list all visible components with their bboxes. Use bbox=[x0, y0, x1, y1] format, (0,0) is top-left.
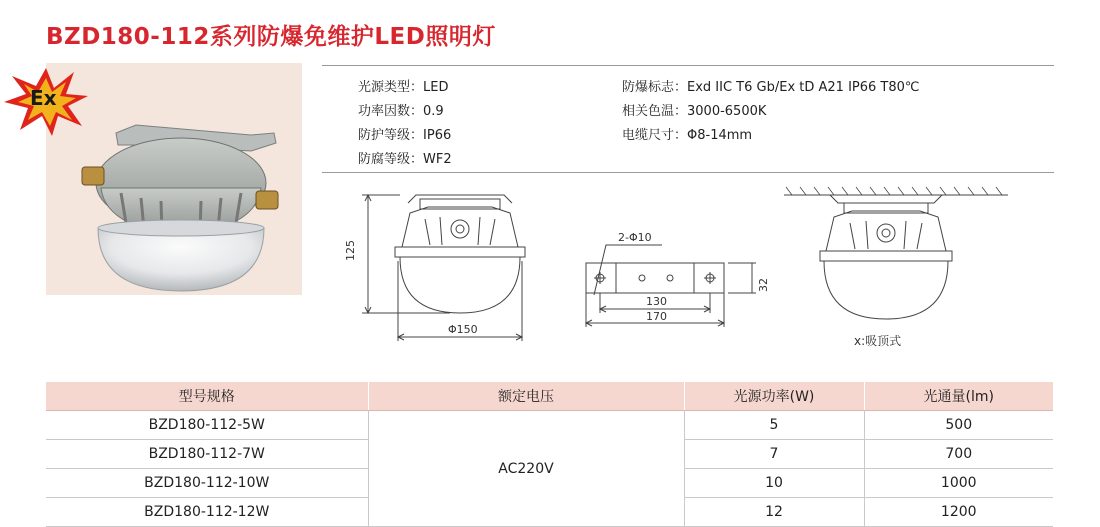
header-flux: 光通量(lm) bbox=[864, 382, 1053, 411]
cell-model: BZD180-112-7W bbox=[46, 440, 368, 469]
cell-voltage: AC220V bbox=[368, 411, 684, 527]
header-power: 光源功率(W) bbox=[684, 382, 864, 411]
bracket-height-label: 32 bbox=[757, 278, 770, 292]
spec-value: Φ8-14mm bbox=[687, 128, 753, 143]
hole-spacing-label: 130 bbox=[646, 295, 667, 308]
ceiling-caption: x:吸顶式 bbox=[854, 334, 902, 348]
spec-label: 防护等级： bbox=[358, 128, 424, 143]
spec-top-rule bbox=[322, 65, 1054, 66]
product-table bbox=[46, 382, 1053, 527]
spec-value: 3000-6500K bbox=[687, 104, 767, 119]
spec-light-source bbox=[358, 76, 448, 95]
page-title: BZD180-112系列防爆免维护LED照明灯 bbox=[46, 24, 496, 50]
diameter-dim-label: Φ150 bbox=[448, 323, 478, 336]
cell-model: BZD180-112-12W bbox=[46, 498, 368, 527]
cell-flux: 700 bbox=[864, 440, 1053, 469]
header-voltage: 额定电压 bbox=[368, 382, 684, 411]
spec-anticorrosion bbox=[358, 148, 452, 167]
ex-badge-text: Ex bbox=[30, 86, 57, 110]
cell-power: 10 bbox=[684, 469, 864, 498]
cell-power: 5 bbox=[684, 411, 864, 440]
table-row bbox=[46, 411, 1053, 440]
table-header-row bbox=[46, 382, 1053, 411]
spec-ex-mark bbox=[622, 76, 920, 95]
spec-value: Exd IIC T6 Gb/Ex tD A21 IP66 T80℃ bbox=[687, 80, 920, 95]
spec-value: LED bbox=[423, 80, 449, 95]
cell-model: BZD180-112-10W bbox=[46, 469, 368, 498]
bracket-length-label: 170 bbox=[646, 310, 667, 323]
cell-model: BZD180-112-5W bbox=[46, 411, 368, 440]
spec-protection bbox=[358, 124, 451, 143]
header-model: 型号规格 bbox=[46, 382, 368, 411]
cell-power: 12 bbox=[684, 498, 864, 527]
ceiling-mount-drawing bbox=[782, 185, 1012, 355]
spec-label: 防腐等级： bbox=[358, 152, 424, 167]
cell-power: 7 bbox=[684, 440, 864, 469]
height-dim-label: 125 bbox=[344, 240, 357, 261]
cell-flux: 1000 bbox=[864, 469, 1053, 498]
ex-badge bbox=[4, 66, 88, 136]
spec-value: 0.9 bbox=[423, 104, 444, 119]
spec-label: 光源类型： bbox=[358, 80, 424, 95]
cell-flux: 500 bbox=[864, 411, 1053, 440]
spec-label: 防爆标志： bbox=[622, 80, 688, 95]
spec-label: 相关色温： bbox=[622, 104, 688, 119]
spec-label: 功率因数： bbox=[358, 104, 424, 119]
spec-value: WF2 bbox=[423, 152, 452, 167]
spec-color-temp bbox=[622, 100, 766, 119]
hole-note-label: 2-Φ10 bbox=[618, 231, 652, 244]
front-view-drawing bbox=[340, 185, 550, 347]
spec-value: IP66 bbox=[423, 128, 452, 143]
spec-label: 电缆尺寸： bbox=[622, 128, 688, 143]
spec-power-factor bbox=[358, 100, 444, 119]
bracket-drawing bbox=[580, 225, 770, 330]
spec-cable-size bbox=[622, 124, 752, 143]
cell-flux: 1200 bbox=[864, 498, 1053, 527]
spec-bottom-rule bbox=[322, 172, 1054, 173]
